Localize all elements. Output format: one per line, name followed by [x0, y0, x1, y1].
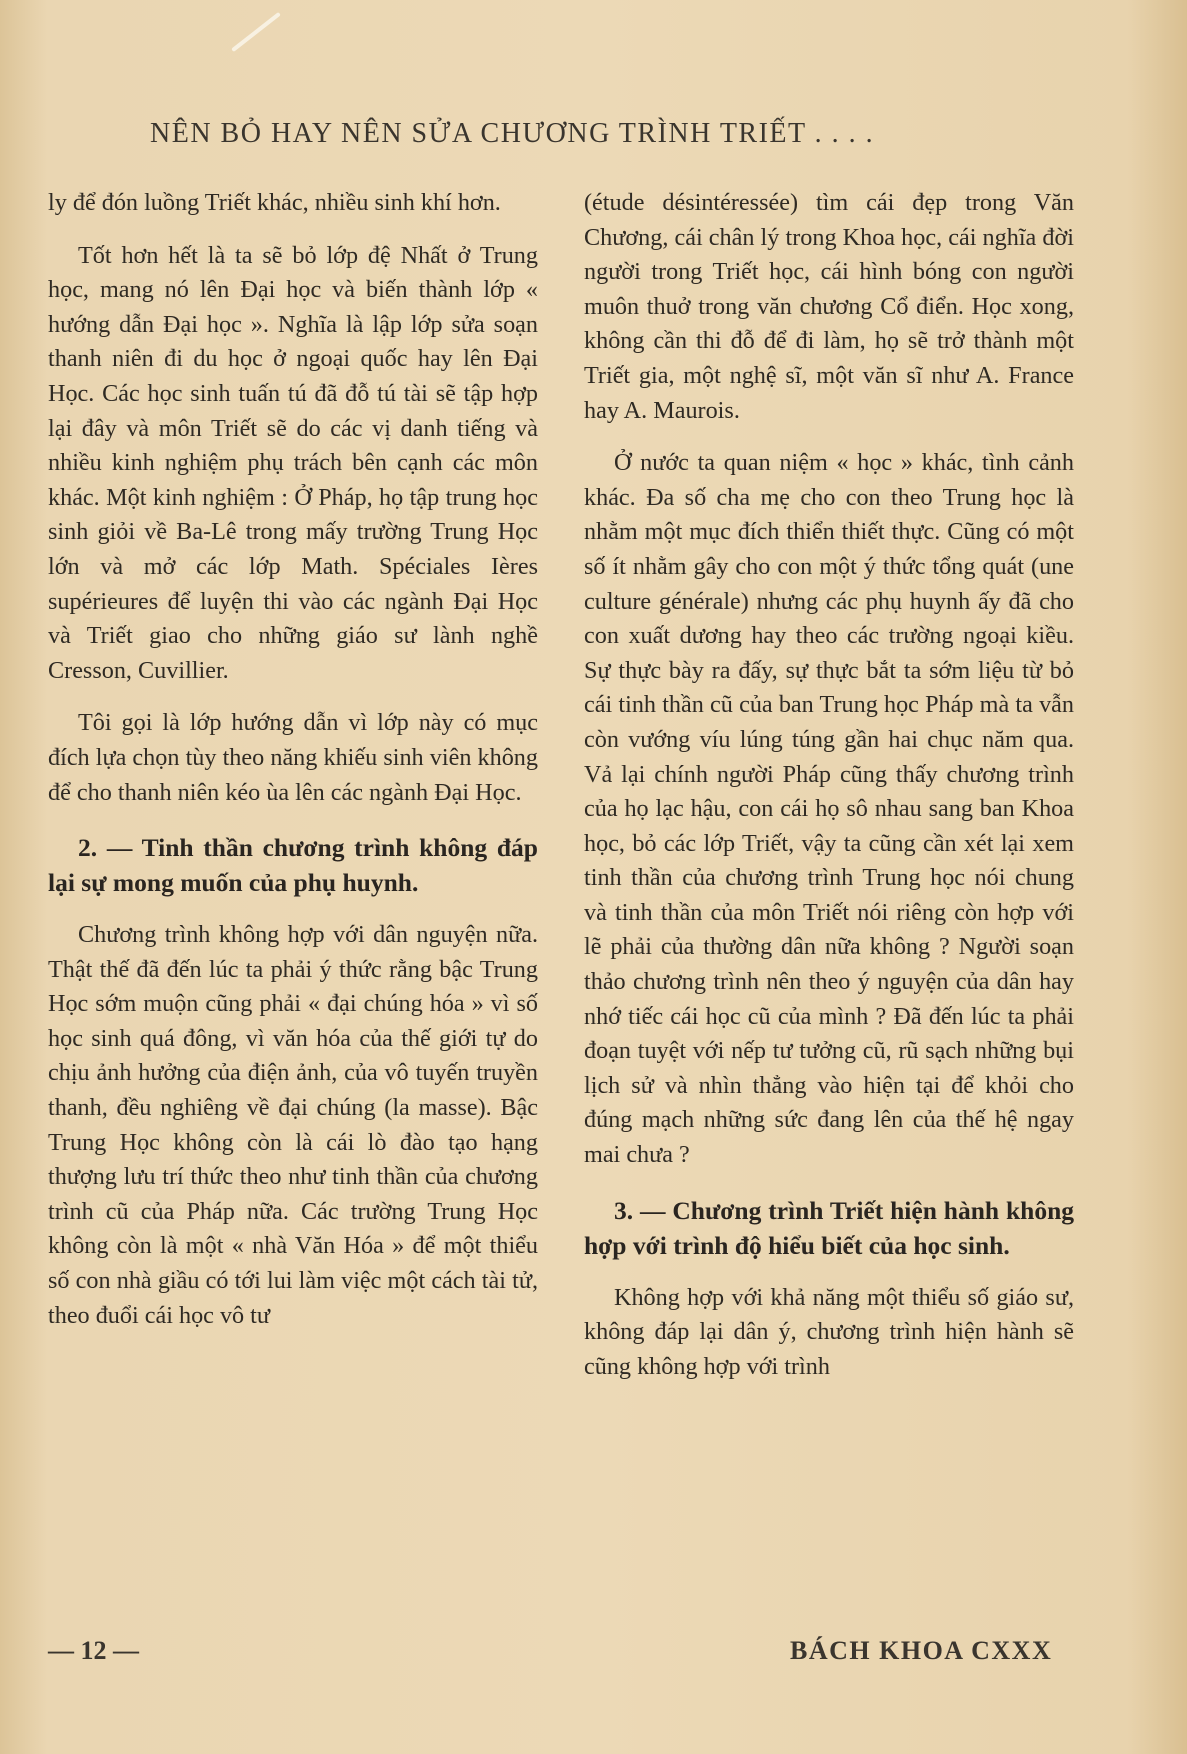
- page-number: — 12 —: [48, 1636, 139, 1665]
- paragraph: Ở nước ta quan niệm « học » khác, tình cảnh khác. Đa số cha mẹ cho con theo Trung học là nhằm một mục đích thiển thiết thực. Cũng có một số ít nhằm gây cho con một ý thức tổng quát (une culture générale) nhưng các phụ huynh ấy đã cho con xuất dương hay theo các trường ngoại kiều. Sự thực bày ra đấy, sự thực bắt ta sớm liệu từ bỏ cái tinh thần cũ của ban Trung học Pháp mà ta vẫn còn vướng víu lúng túng gần hai chục năm qua. Vả lại chính người Pháp cũng thấy chương trình của họ lạc hậu, con cái họ sô nhau sang ban Khoa học, bỏ các lớp Triết, vậy ta cũng cần xét lại xem tinh thần của chương trình Trung học nói chung và tinh thần của môn Triết nói riêng còn hợp với lẽ phải của thường dân nữa không ? Người soạn thảo chương trình nên theo ý nguyện của dân hay nhớ tiếc cái học cũ của mình ? Đã đến lúc ta phải đoạn tuyệt với nếp tư tưởng cũ, rũ sạch những bụi lịch sử và nhìn thẳng vào hiện tại để khỏi cho đúng mạch những sức đang lên của thế hệ ngay mai chưa ?: [584, 449, 1074, 1169]
- running-header: NÊN BỎ HAY NÊN SỬA CHƯƠNG TRÌNH TRIẾT . . . .: [150, 118, 875, 149]
- pen-stroke-mark: [231, 12, 281, 52]
- paragraph-continued: (étude désintéressée) tìm cái đẹp trong Văn Chương, cái chân lý trong Khoa học, cái nghĩa đời người trong Triết học, cái hình bóng con người muôn thuở trong văn chương Cổ điển. Học xong, không cần thi đỗ để đi làm, họ sẽ trở thành một Triết gia, một nghệ sĩ, một văn sĩ như A. France hay A. Maurois.: [584, 189, 1074, 424]
- section-heading-3: 3. — Chương trình Triết hiện hành không hợp với trình độ hiểu biết của học sinh.: [584, 1195, 1074, 1260]
- paragraph: Không hợp với khả năng một thiểu số giáo sư, không đáp lại dân ý, chương trình hiện hành sẽ cũng không hợp với trình: [584, 1283, 1074, 1380]
- paragraph: Tôi gọi là lớp hướng dẫn vì lớp này có mục đích lựa chọn tùy theo năng khiếu sinh viên không để cho thanh niên kéo ùa lên các ngành Đại Học.: [48, 709, 538, 806]
- publication-name: BÁCH KHOA CXXX: [790, 1636, 1053, 1665]
- paragraph: Chương trình không hợp với dân nguyện nữa. Thật thế đã đến lúc ta phải ý thức rằng bậc Trung Học sớm muộn cũng phải « đại chúng hóa » vì số học sinh quá đông, vì văn hóa của thế giới tự do chịu ảnh hưởng của điện ảnh, của vô tuyến truyền thanh, đều nghiêng về đại chúng (la masse). Bậc Trung Học không còn là cái lò đào tạo hạng thượng lưu trí thức theo như tinh thần của chương trình cũ của Pháp nữa. Các trường Trung Học không còn là một « nhà Văn Hóa » để một thiểu số con nhà giầu có tới lui làm việc một cách tài tử, theo đuổi cái học vô tư: [48, 921, 538, 1329]
- right-column: [584, 186, 1074, 1384]
- section-heading-2: 2. — Tinh thần chương trình không đáp lại sự mong muốn của phụ huynh.: [48, 833, 538, 898]
- paragraph-continued: ly để đón luồng Triết khác, nhiều sinh khí hơn.: [48, 189, 501, 216]
- left-column: [48, 186, 538, 1333]
- paragraph: Tốt hơn hết là ta sẽ bỏ lớp đệ Nhất ở Trung học, mang nó lên Đại học và biến thành lớp « hướng dẫn Đại học ». Nghĩa là lập lớp sửa soạn thanh niên đi du học ở ngoại quốc hay lên Đại Học. Các học sinh tuấn tú đã đỗ tú tài sẽ tập hợp lại đây và môn Triết sẽ do các vị danh tiếng và nhiều kinh nghiệm phụ trách bên cạnh các môn khác. Một kinh nghiệm : Ở Pháp, họ tập trung học sinh giỏi về Ba-Lê trong mấy trường Trung Học lớn và mở các lớp Math. Spéciales Ières supérieures để luyện thi vào các ngành Đại Học và Triết giao cho những giáo sư lành nghề Cresson, Cuvillier.: [48, 241, 538, 684]
